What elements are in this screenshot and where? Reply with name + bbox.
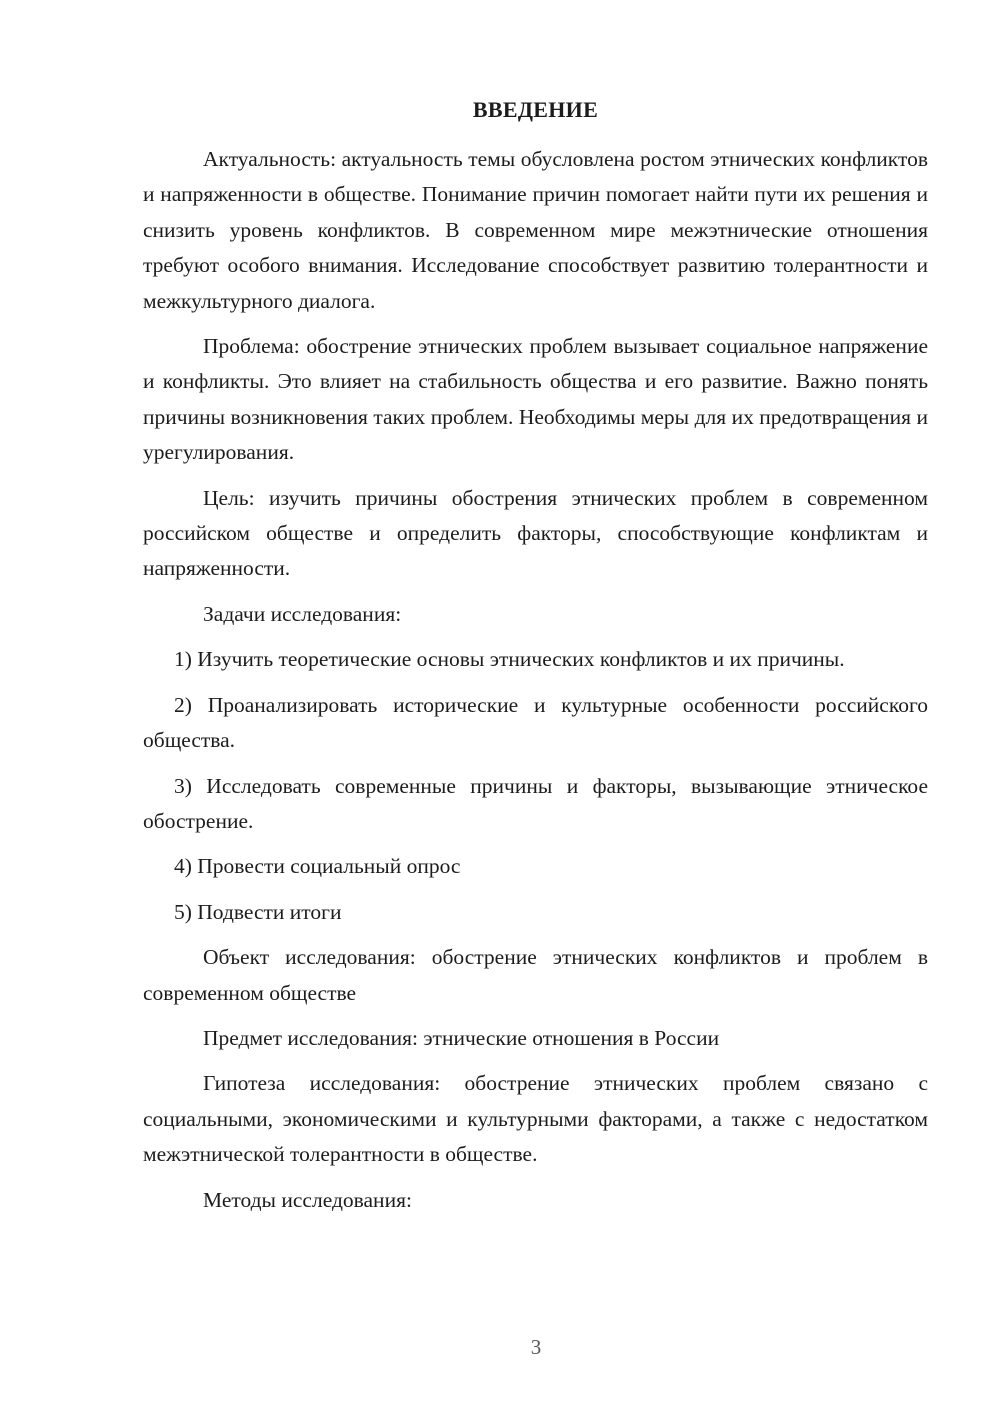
page-number: 3 xyxy=(530,1335,542,1359)
document-title: ВВЕДЕНИЕ xyxy=(472,97,599,122)
document-body xyxy=(143,142,928,1228)
task-item-5: 5) Подвести итоги xyxy=(174,899,342,924)
paragraph-methods: Методы исследования: xyxy=(203,1187,412,1212)
task-item-3: 3) Исследовать современные причины и факторы, вызывающие этническое обострение. xyxy=(143,773,928,833)
paragraph-subject: Предмет исследования: этнические отношения в России xyxy=(203,1025,720,1050)
task-item-2: 2) Проанализировать исторические и культурные особенности российского общества. xyxy=(143,692,928,753)
paragraph-tasks-heading: Задачи исследования: xyxy=(203,601,402,626)
paragraph-goal: Цель: изучить причины обострения этнических проблем в современном российском обществе и определить факторы, способствующие конфликтам и напряженности. xyxy=(143,485,928,581)
paragraph-hypothesis: Гипотеза исследования: обострение этнических проблем связано с социальными, экономическими и культурными факторами, а также с недостатком межэтнической толерантности в обществе. xyxy=(143,1071,928,1167)
paragraph-problem: Проблема: обострение этнических проблем вызывает социальное напряжение и конфликты. Это влияет на стабильность общества и его развитие. Важно понять причины возникновения таких проблем. Необходимы меры для их предотвращения и урегулирования. xyxy=(143,334,928,465)
paragraph-relevance: Актуальность: актуальность темы обусловлена ростом этнических конфликтов и напряженности в обществе. Понимание причин помогает найти пути их решения и снизить уровень конфликтов. В современном мире межэтнические отношения требуют особого внимания. Исследование способствует развитию толерантности и межкультурного диалога. xyxy=(143,147,928,313)
task-item-1: 1) Изучить теоретические основы этнических конфликтов и их причины. xyxy=(174,647,845,672)
paragraph-object: Объект исследования: обострение этнических конфликтов и проблем в современном обществе xyxy=(143,945,928,1005)
task-item-4: 4) Провести социальный опрос xyxy=(174,854,461,879)
